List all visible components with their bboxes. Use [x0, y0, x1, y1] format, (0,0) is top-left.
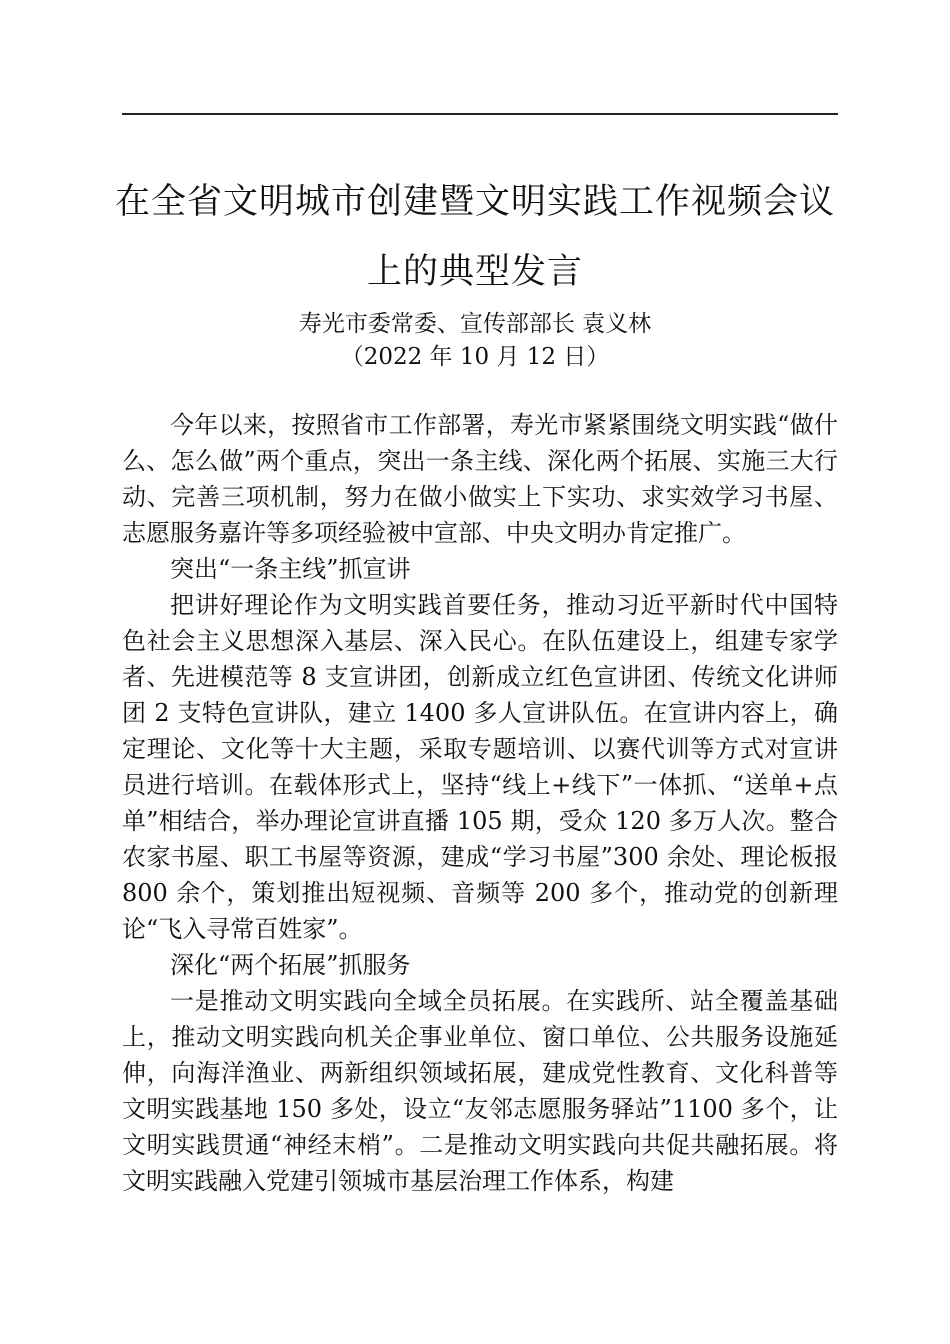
section-heading: 深化“两个拓展”抓服务	[170, 951, 411, 979]
document-title-line-2: 上的典型发言	[366, 252, 583, 292]
body-paragraph: 把讲好理论作为文明实践首要任务，推动习近平新时代中国特色社会主义思想深入基层、深入民心。在队伍建设上，组建专家学者、先进模范等 8 支宣讲团，创新成立红色宣讲团、传统文化讲师团 2 支特色宣讲队，建立 1400 多人宣讲队伍。在宣讲内容上，确定理论、文化等十大主题，采取专题培训、以赛代训等方式对宣讲员进行培训。在载体形式上，坚持“线上+线下”一体抓、“送单+点单”相结合，举办理论宣讲直播 105 期，受众 120 多万人次。整合农家书屋、职工书屋等资源，建成“学习书屋”300 余处、理论板报 800 余个，策划推出短视频、音频等 200 多个，推动党的创新理论“飞入寻常百姓家”。	[122, 591, 838, 943]
body-paragraph: 一是推动文明实践向全域全员拓展。在实践所、站全覆盖基础上，推动文明实践向机关企事业单位、窗口单位、公共服务设施延伸，向海洋渔业、两新组织领域拓展，建成党性教育、文化科普等文明实践基地 150 多处，设立“友邻志愿服务驿站”1100 多个，让文明实践贯通“神经末梢”。二是推动文明实践向共促共融拓展。将文明实践融入党建引领城市基层治理工作体系，构建	[122, 987, 838, 1195]
section-heading: 突出“一条主线”抓宣讲	[170, 555, 411, 583]
document-author: 寿光市委常委、宣传部部长 袁义林	[298, 311, 652, 337]
body-paragraph: 今年以来，按照省市工作部署，寿光市紧紧围绕文明实践“做什么、怎么做”两个重点，突出一条主线、深化两个拓展、实施三大行动、完善三项机制，努力在做小做实上下实功、求实效学习书屋、志愿服务嘉许等多项经验被中宣部、中央文明办肯定推广。	[122, 411, 838, 547]
document-title-line-1: 在全省文明城市创建暨文明实践工作视频会议	[114, 182, 835, 222]
header-rule	[122, 113, 838, 115]
document-body	[122, 407, 838, 1199]
document-date: （2022 年 10 月 12 日）	[340, 344, 610, 370]
